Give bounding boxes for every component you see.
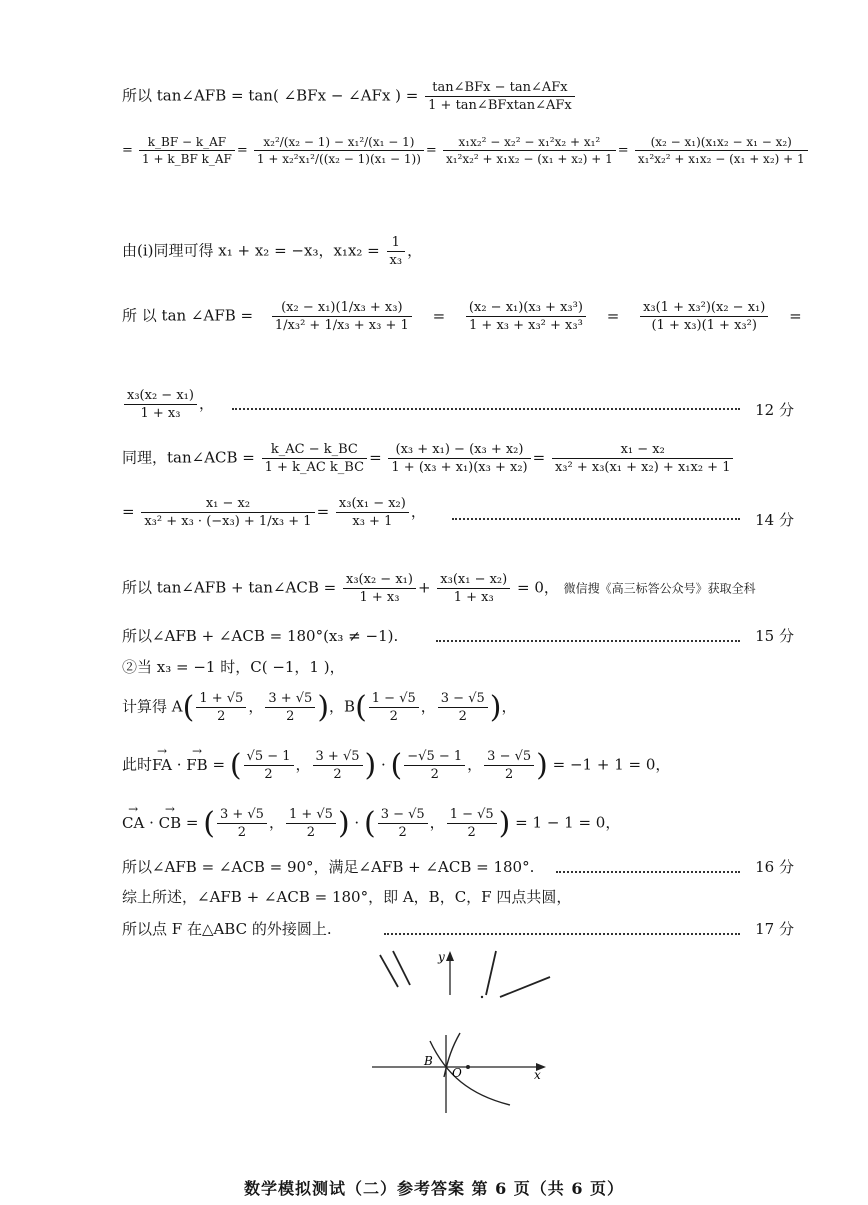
fraction: $\frac{\text{x₃(x₂ − x₁)}}{\text{1 + x₃}}$ <box>124 388 197 421</box>
fraction: $\frac{3 + √5}{2}$ <box>217 807 267 840</box>
line-right-angles: 所以∠AFB = ∠ACB = 90°，满足∠AFB + ∠ACB = 180°. <box>122 858 535 876</box>
scratch-mark <box>486 951 496 995</box>
line-tan-acb-result: = $\frac{\text{x₁ − x₂}}{\text{x₃² + x₃ · (−x₃) + 1/x₃ + 1}}$ = $\frac{\text{x₃(x₁ − x₂)}}{\text{x₃ + 1}}$ ， <box>122 496 426 529</box>
score-label: 15 分 <box>755 627 794 645</box>
fraction: $\frac{\text{x₃(1 + x₃²)(x₂ − x₁)}}{\text{(1 + x₃)(1 + x₃²)}}$ <box>640 300 768 333</box>
line-sum-zero: 所以 tan∠AFB + tan∠ACB = $\frac{\text{x₃(x₂ − x₁)}}{\text{1 + x₃}}$ + $\frac{\text{x₃(x₁ − x₂)}}{\text{1 + x₃}}$ = 0， 微信搜《高三标答公众号》获取全科 <box>122 572 756 605</box>
line-dot-product-fa-fb: 此时→ FA · → FB = ( $\frac{√5 - 1}{2}$ ， $\frac{3 + √5}{2}$ ) · ( $\frac{-√5 - 1}{2}$ ， $\frac{3 - √5}{2}$ ) = −1 + 1 = 0， <box>122 748 670 783</box>
fraction: $\frac{-√5 - 1}{2}$ <box>404 749 465 782</box>
line-points-ab: 计算得 A( $\frac{1 + √5}{2}$ ， $\frac{3 + √5}{2}$ )，B( $\frac{1 - √5}{2}$ ， $\frac{3 - √5}{2}$ )， <box>122 690 517 725</box>
fraction: $\frac{k\_AC - k\_BC}{\text{1 + k\_AC k\_BC}}$ <box>262 442 367 475</box>
line-tan-expansion: = $\frac{k\_BF - k\_AF}{\text{1 + k\_BF k\_AF}}$ = $\frac{\text{x₂²/(x₂ − 1) − x₁²/(x₁ − 1)}}{\text{1 + x₂²x₁²/((x₂ − 1)(x₁ − 1))}}$ = $\frac{\text{x₁x₂² − x₂² − x₁²x₂ + x₁²}}{\text{x₁²x₂² + x₁x₂ − (x₁ + x₂) + 1}}$ = $\frac{\text{(x₂ − x₁)(x₁x₂ − x₁ − x₂)}}{\text{x₁²x₂² + x₁x₂ − (x₁ + x₂) + 1}}$ <box>122 135 810 166</box>
point-b-label: B <box>424 1054 433 1068</box>
watermark-text: 微信搜《高三标答公众号》获取全科 <box>563 581 756 596</box>
fraction: $\frac{√5 - 1}{2}$ <box>244 749 294 782</box>
page-footer: 数学模拟测试（二）参考答案 第 6 页（共 6 页） <box>243 1179 625 1198</box>
dotted-leader <box>384 933 740 935</box>
line-tan-afb-x3: 所 以 tan ∠AFB = $\frac{\text{(x₂ − x₁)(1/x₃ + x₃)}}{\text{1/x₃² + 1/x₃ + x₃ + 1}}$ = $\frac{\text{(x₂ − x₁)(x₃ + x₃³)}}{\text{1 + x₃ + x₃² + x₃³}}$ = $\frac{\text{x₃(1 + x₃²)(x₂ − x₁)}}{\text{(1 + x₃)(1 + x₃²)}}$ = <box>122 300 802 333</box>
origin-label: O <box>452 1066 462 1080</box>
fraction: $\frac{1 + √5}{2}$ <box>196 691 246 724</box>
fraction: $\frac{\text{x₃(x₁ − x₂)}}{\text{x₃ + 1}}$ <box>336 496 409 529</box>
score-label: 17 分 <box>755 920 794 938</box>
y-axis-arrow-icon <box>446 951 454 961</box>
line-similar-result: 由(i)同理可得 x₁ + x₂ = −x₃，x₁x₂ = $\frac{1}{\text{x₃}}$ ， <box>122 235 423 268</box>
curve <box>430 1041 510 1105</box>
dotted-leader <box>452 518 740 520</box>
coordinate-figure <box>360 945 560 1115</box>
fraction: $\frac{3 - √5}{2}$ <box>484 749 534 782</box>
line-tan-acb: 同理，tan∠ACB = $\frac{k\_AC - k\_BC}{\text{1 + k\_AC k\_BC}}$ = $\frac{\text{(x₃ + x₁) − (x₃ + x₂)}}{\text{1 + (x₃ + x₁)(x₃ + x₂)}}$ = $\frac{\text{x₁ − x₂}}{\text{x₃² + x₃(x₁ + x₂) + x₁x₂ + 1}}$ <box>122 442 735 475</box>
line-final: 所以点 F 在△ABC 的外接圆上. <box>122 920 332 938</box>
fraction: $\frac{\text{x₁ − x₂}}{\text{x₃² + x₃ · (−x₃) + 1/x₃ + 1}}$ <box>141 496 314 529</box>
x-axis-label: x <box>534 1068 541 1082</box>
fraction: $\frac{\text{(x₃ + x₁) − (x₃ + x₂)}}{\text{1 + (x₃ + x₁)(x₃ + x₂)}}$ <box>388 442 530 475</box>
fraction: $\frac{3 + √5}{2}$ <box>313 749 363 782</box>
fraction: $\frac{1 + √5}{2}$ <box>286 807 336 840</box>
line-angle-sum: 所以∠AFB + ∠ACB = 180°(x₃ ≠ −1). <box>122 627 399 645</box>
fraction: $\frac{1 - √5}{2}$ <box>369 691 419 724</box>
scratch-mark <box>500 977 550 997</box>
scratch-mark <box>380 955 398 987</box>
fraction: $\frac{3 - √5}{2}$ <box>438 691 488 724</box>
fraction: $\frac{\text{(x₂ − x₁)(x₁x₂ − x₁ − x₂)}}{\text{x₁²x₂² + x₁x₂ − (x₁ + x₂) + 1}}$ <box>635 135 808 166</box>
score-label: 12 分 <box>755 401 794 419</box>
dotted-leader <box>436 640 740 642</box>
score-label: 14 分 <box>755 511 794 529</box>
fraction: $\frac{\text{x₁ − x₂}}{\text{x₃² + x₃(x₁ + x₂) + x₁x₂ + 1}}$ <box>552 442 734 475</box>
fraction: $\frac{1}{\text{x₃}}$ <box>387 235 406 268</box>
fraction: $\frac{\text{x₁x₂² − x₂² − x₁²x₂ + x₁²}}{\text{x₁²x₂² + x₁x₂ − (x₁ + x₂) + 1}}$ <box>443 135 616 166</box>
score-label: 16 分 <box>755 858 794 876</box>
line-conclusion: 综上所述，∠AFB + ∠ACB = 180°，即 A，B，C，F 四点共圆， <box>122 888 572 906</box>
fraction: $\frac{\text{x₃(x₁ − x₂)}}{\text{1 + x₃}}$ <box>437 572 510 605</box>
fraction: $\frac{3 - √5}{2}$ <box>378 807 428 840</box>
fraction: $\frac{3 + √5}{2}$ <box>265 691 315 724</box>
fraction: $\frac{k\_BF - k\_AF}{\text{1 + k\_BF k\_AF}}$ <box>139 135 235 166</box>
fraction: $\frac{\text{x₂²/(x₂ − 1) − x₁²/(x₁ − 1)}}{\text{1 + x₂²x₁²/((x₂ − 1)(x₁ − 1))}}$ <box>254 135 424 166</box>
line-text: 所以 tan∠AFB = tan( ∠BFx − ∠AFx ) = <box>122 86 419 105</box>
fraction: $\frac{\text{(x₂ − x₁)(1/x₃ + x₃)}}{\text{1/x₃² + 1/x₃ + x₃ + 1}}$ <box>272 300 412 333</box>
point-dot <box>481 996 483 998</box>
line-tan-afb-result: $\frac{\text{x₃(x₂ − x₁)}}{\text{1 + x₃}}$ ， <box>122 388 214 421</box>
fraction: $\frac{\text{(x₂ − x₁)(x₃ + x₃³)}}{\text{1 + x₃ + x₃² + x₃³}}$ <box>466 300 586 333</box>
point-dot <box>466 1065 470 1069</box>
scratch-mark <box>393 951 410 985</box>
line-case-two: ②当 x₃ = −1 时，C( −1，1 )， <box>122 658 345 676</box>
fraction: tan∠BFx − tan∠AFx 1 + tan∠BFxtan∠AFx <box>425 80 575 113</box>
fraction: $\frac{1 - √5}{2}$ <box>447 807 497 840</box>
dotted-leader <box>232 408 740 410</box>
line-dot-product-ca-cb: → CA · → CB = ( $\frac{3 + √5}{2}$ ， $\frac{1 + √5}{2}$ ) · ( $\frac{3 - √5}{2}$ ， $\frac{1 - √5}{2}$ ) = 1 − 1 = 0， <box>122 806 620 841</box>
fraction: $\frac{\text{x₃(x₂ − x₁)}}{\text{1 + x₃}}$ <box>343 572 416 605</box>
y-axis-label: y <box>438 950 445 964</box>
dotted-leader <box>556 871 740 873</box>
line-tan-afb-def <box>122 80 577 113</box>
